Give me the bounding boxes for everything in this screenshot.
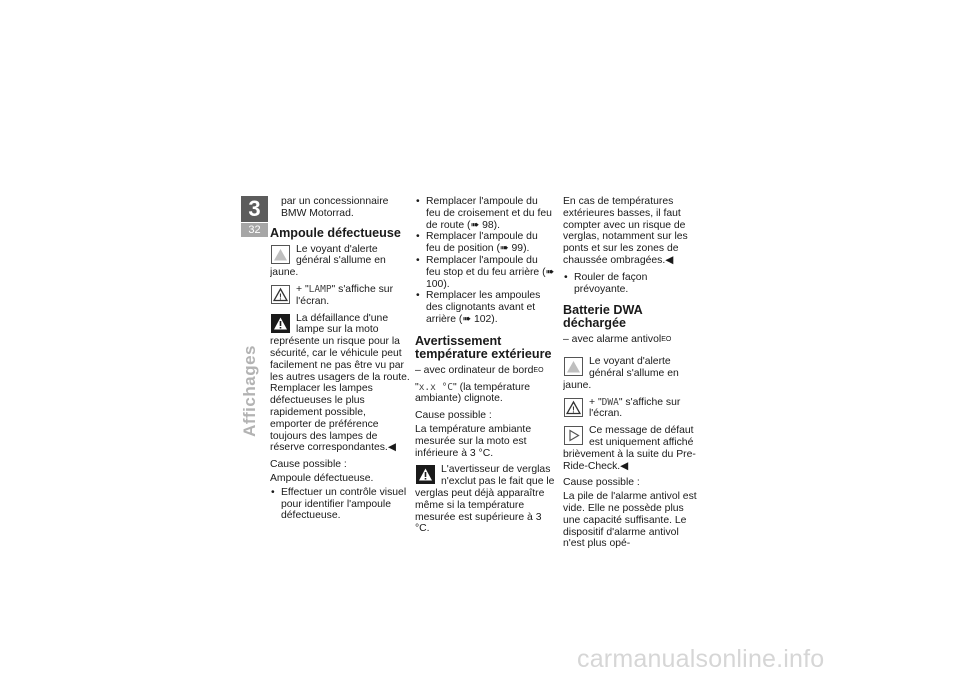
page-number: 32 (241, 223, 268, 237)
option-text: – avec ordinateur de bord (415, 364, 534, 376)
warning-light-note (563, 356, 703, 391)
display-code-lamp: LAMP (308, 283, 332, 295)
info-note (563, 425, 703, 472)
warning-light-note (270, 244, 410, 279)
play-arrow-icon (564, 426, 583, 445)
warning-triangle-icon (271, 245, 290, 264)
column-3 (563, 196, 703, 555)
cause-label: Cause possible : (415, 410, 492, 422)
svg-text:!: ! (279, 292, 282, 302)
danger-note (270, 313, 410, 384)
warning-triangle-outline-icon (564, 398, 583, 417)
warning-light-text: Le voyant d'alerte général s'allume en jaune. (563, 356, 679, 391)
section-heading-dwa: Batterie DWA déchargée (563, 303, 643, 331)
column-1 (270, 196, 410, 522)
list-item: • Remplacer les ampoules des clignotants avant et arrière (➠ 102). (415, 290, 555, 325)
watermark: carmanualsonline.info (577, 645, 825, 673)
warning-triangle-icon (564, 357, 583, 376)
temp-prefix: " (415, 381, 419, 393)
temp-code: x.x °C (418, 381, 454, 393)
cause-text: La température ambiante mesurée sur la moto est inférieure à 3 °C. (415, 423, 532, 459)
svg-text:!: ! (572, 405, 575, 415)
display-suffix: " s'affiche sur l'écran. (296, 283, 394, 307)
chapter-number: 3 (241, 196, 268, 222)
equipment-option (563, 334, 703, 346)
list-item: • Remplacer l'ampoule du feu de position (➠ 99). (415, 231, 555, 255)
ice-warning-note (415, 464, 555, 535)
display-code-dwa: DWA (601, 396, 619, 408)
section-heading-ampoule: Ampoule défectueuse (270, 225, 401, 240)
cause-text: Ampoule défectueuse. (270, 472, 374, 484)
replace-instructions: Remplacer les lampes défectueuses le plus rapidement possible, emporter de préférence toujours des lampes de réserve correspondantes.◀ (270, 383, 396, 454)
cause-label: Cause possible : (563, 477, 640, 489)
temp-suffix: " (la température ambiante) clignote. (415, 381, 531, 405)
display-prefix: + " (589, 396, 602, 408)
display-message-note (270, 284, 410, 308)
list-item: • Rouler de façon prévoyante. (563, 272, 703, 296)
danger-triangle-icon (271, 314, 290, 333)
equipment-option (415, 365, 555, 377)
cause-text: La pile de l'alarme antivol est vide. Elle ne possède plus une capacité suffisante. Le dispositif d'alarme antivol n'est plus opé- (563, 491, 697, 550)
danger-triangle-icon (416, 465, 435, 484)
info-note-text: Ce message de défaut est uniquement affiché brièvement à la suite du Pre-Ride-Check.◀ (563, 425, 696, 472)
intro-text: par un concessionnaire BMW Motorrad. (281, 196, 389, 219)
list-item: • Effectuer un contrôle visuel pour identifier l'ampoule défectueuse. (270, 487, 410, 522)
display-prefix: + " (296, 283, 309, 295)
chapter-title: Affichages (240, 345, 259, 437)
column-2 (415, 196, 555, 540)
display-message-note (563, 397, 703, 421)
display-suffix: " s'affiche sur l'écran. (589, 396, 681, 420)
list-item: • Remplacer l'ampoule du feu stop et du feu arrière (➠ 100). (415, 255, 555, 290)
option-superscript: EO (661, 336, 672, 344)
cause-label: Cause possible : (270, 459, 347, 471)
option-superscript: EO (533, 366, 544, 374)
ice-warning-text: L'avertisseur de verglas n'exclut pas le fait que le verglas peut déjà apparaître même si la température mesurée est supérieure à 3 °C. (415, 464, 555, 535)
section-heading-temperature: Avertissement température extérieure (415, 333, 552, 361)
warning-triangle-outline-icon (271, 285, 290, 304)
intro-text: En cas de températures extérieures basses, il faut compter avec un risque de verglas, notamment sur les ponts et sur les zones de chaussée ombragées.◀ (563, 196, 688, 266)
warning-light-text: Le voyant d'alerte général s'allume en jaune. (270, 243, 386, 279)
option-text: – avec alarme antivol (563, 334, 662, 346)
temperature-display-note (415, 382, 555, 406)
list-item: • Remplacer l'ampoule du feu de croisement et du feu de route (➠ 98). (415, 196, 555, 231)
danger-text: La défaillance d'une lampe sur la moto représente un risque pour la sécurité, car le véhicule peut facilement ne pas être vu par les autres usagers de la route. (270, 312, 410, 383)
